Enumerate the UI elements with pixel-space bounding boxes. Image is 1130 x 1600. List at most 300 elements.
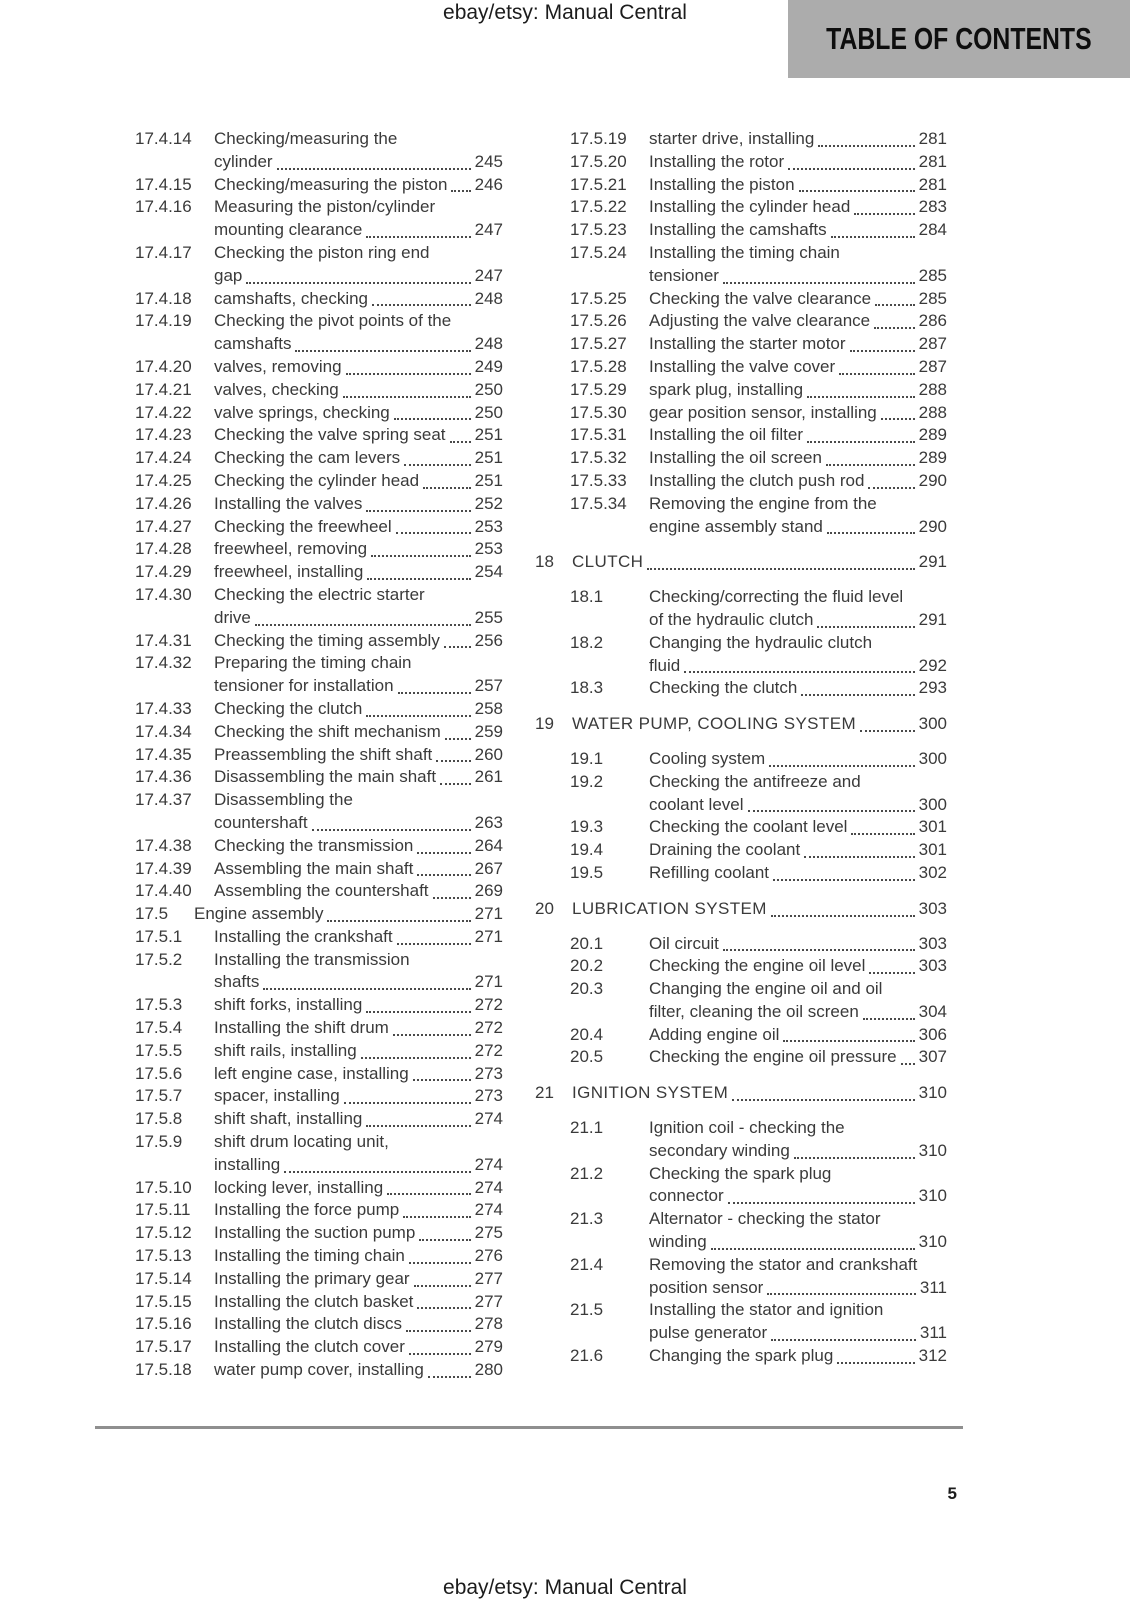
toc-entry <box>535 174 947 197</box>
entry-title-line: valves, checking <box>214 379 339 399</box>
entry-body <box>649 586 947 632</box>
entry-title-line: Checking the clutch <box>649 678 798 698</box>
entry-last-line <box>649 470 947 493</box>
entry-body <box>214 630 503 653</box>
dot-leader <box>366 1125 470 1127</box>
entry-number: 17.4.40 <box>135 881 192 901</box>
entry-title-line: Removing the stator and crankshaft <box>649 1254 918 1274</box>
entry-body <box>214 561 503 584</box>
entry-number: 17.5.34 <box>570 493 627 513</box>
toc-entry <box>535 677 947 700</box>
entry-last-line <box>214 1017 503 1040</box>
entry-body <box>214 516 503 539</box>
dot-leader <box>854 213 914 215</box>
entry-title-line: mounting clearance <box>214 220 363 240</box>
entry-last-line <box>214 402 503 425</box>
entry-title-line: Alternator - checking the stator <box>649 1209 881 1229</box>
entry-last-line <box>214 1336 503 1359</box>
entry-title-line: Installing the valves <box>214 493 363 513</box>
entry-page: 277 <box>474 1291 503 1311</box>
entry-last-line <box>649 677 947 700</box>
toc-entry <box>135 789 503 835</box>
entry-page: 263 <box>474 812 503 832</box>
dot-leader <box>409 1262 471 1264</box>
entry-page: 250 <box>474 379 503 399</box>
dot-leader <box>367 578 470 580</box>
entry-number: 17.5.27 <box>570 334 627 354</box>
entry-last-line <box>649 1140 947 1163</box>
entry-number: 17.5.25 <box>570 288 627 308</box>
toc-entry <box>135 493 503 516</box>
entry-last-line <box>214 1177 503 1200</box>
toc-entry <box>535 310 947 333</box>
dot-leader <box>397 943 471 945</box>
entry-title-line: locking lever, installing <box>214 1177 384 1197</box>
entry-page: 260 <box>474 744 503 764</box>
entry-title-line: left engine case, installing <box>214 1063 409 1083</box>
entry-page: 254 <box>474 562 503 582</box>
entry-page: 271 <box>474 926 503 946</box>
toc-entry <box>535 816 947 839</box>
dot-leader <box>428 1376 471 1378</box>
page-number: 5 <box>947 1484 957 1503</box>
dot-leader <box>327 920 470 922</box>
entry-title-line: Checking the freewheel <box>214 516 392 536</box>
entry-title-line: Installing the shift drum <box>214 1018 389 1038</box>
entry-last-line <box>572 898 947 921</box>
entry-body <box>214 766 503 789</box>
entry-title-line: Checking the piston ring end <box>214 242 430 262</box>
entry-title-line: Checking the spark plug <box>649 1163 832 1183</box>
entry-number: 21.3 <box>570 1209 604 1229</box>
entry-last-line <box>214 1245 503 1268</box>
dot-leader <box>799 190 915 192</box>
toc-entry <box>535 1082 947 1105</box>
entry-number: 17.5.32 <box>570 448 627 468</box>
toc-entry <box>535 1046 947 1069</box>
entry-number: 21.6 <box>570 1346 604 1366</box>
entry-body <box>649 839 947 862</box>
toc-entry <box>535 748 947 771</box>
entry-body <box>649 677 947 700</box>
entry-body <box>214 1245 503 1268</box>
entry-page: 281 <box>918 174 947 194</box>
dot-leader <box>771 915 915 917</box>
dot-leader <box>783 1040 914 1042</box>
dot-leader <box>394 418 471 420</box>
entry-last-line <box>214 1359 503 1382</box>
entry-number: 17.5.21 <box>570 174 627 194</box>
entry-title-line: filter, cleaning the oil screen <box>649 1001 859 1021</box>
entry-body <box>214 379 503 402</box>
dot-leader <box>807 396 915 398</box>
entry-number: 17.4.34 <box>135 721 192 741</box>
entry-title-line: Installing the clutch push rod <box>649 470 865 490</box>
entry-last-line <box>214 151 503 174</box>
entry-last-line <box>214 470 503 493</box>
entry-last-line <box>649 794 947 817</box>
entry-last-line <box>572 551 947 574</box>
toc-entry <box>135 424 503 447</box>
entry-title-line: Installing the clutch cover <box>214 1337 405 1357</box>
entry-number: 17.5.28 <box>570 356 627 376</box>
toc-entry <box>135 1177 503 1200</box>
dot-leader <box>419 1239 470 1241</box>
entry-body <box>214 310 503 356</box>
toc-entry <box>135 1040 503 1063</box>
entry-page: 311 <box>919 1323 947 1343</box>
entry-page: 283 <box>918 197 947 217</box>
entry-last-line <box>649 128 947 151</box>
entry-title-line: Preparing the timing chain <box>214 653 412 673</box>
toc-entry <box>135 402 503 425</box>
entry-last-line <box>214 880 503 903</box>
entry-title-line: Installing the crankshaft <box>214 926 393 946</box>
entry-title-line: Checking/correcting the fluid level <box>649 587 904 607</box>
entry-body <box>214 128 503 174</box>
entry-body <box>572 1082 947 1105</box>
dot-leader <box>807 441 915 443</box>
entry-number: 17.5.3 <box>135 995 183 1015</box>
toc-entry <box>535 151 947 174</box>
entry-body <box>649 1046 947 1069</box>
entry-body <box>214 926 503 949</box>
entry-title-line: Checking the clutch <box>214 698 363 718</box>
entry-body <box>649 632 947 678</box>
entry-last-line <box>649 310 947 333</box>
toc-entry <box>135 242 503 288</box>
entry-title-line: LUBRICATION SYSTEM <box>572 898 767 918</box>
entry-title-line: spark plug, installing <box>649 379 804 399</box>
entry-body <box>649 1345 947 1368</box>
entry-page: 311 <box>919 1277 947 1297</box>
entry-page: 291 <box>918 609 947 629</box>
entry-page: 253 <box>474 539 503 559</box>
toc-entry <box>535 933 947 956</box>
entry-body <box>214 174 503 197</box>
entry-page: 247 <box>474 220 503 240</box>
entry-page: 290 <box>918 470 947 490</box>
dot-leader <box>875 304 915 306</box>
entry-number: 17.4.33 <box>135 698 192 718</box>
entry-title-line: position sensor <box>649 1277 764 1297</box>
entry-title-line: water pump cover, installing <box>214 1360 424 1380</box>
toc-entry <box>535 1163 947 1209</box>
entry-title-line: Checking the engine oil pressure <box>649 1047 897 1067</box>
entry-last-line <box>214 333 503 356</box>
entry-title-line: Adjusting the valve clearance <box>649 311 871 331</box>
entry-page: 289 <box>918 448 947 468</box>
entry-body <box>214 858 503 881</box>
entry-body <box>214 1085 503 1108</box>
entry-title-line: Checking the pivot points of the <box>214 311 452 331</box>
page-title: TABLE OF CONTENTS <box>826 21 1092 56</box>
toc-entry <box>135 1245 503 1268</box>
entry-body <box>572 551 947 574</box>
entry-number: 17.5.11 <box>135 1200 191 1220</box>
entry-page: 249 <box>474 356 503 376</box>
entry-page: 247 <box>474 265 503 285</box>
entry-body <box>214 493 503 516</box>
entry-last-line <box>214 1222 503 1245</box>
entry-last-line <box>214 607 503 630</box>
toc-entry <box>135 1063 503 1086</box>
toc-entry <box>535 839 947 862</box>
entry-body <box>649 402 947 425</box>
dot-leader <box>409 1353 471 1355</box>
entry-page: 293 <box>918 678 947 698</box>
dot-leader <box>451 190 470 192</box>
entry-title-line: IGNITION SYSTEM <box>572 1083 729 1103</box>
entry-last-line <box>572 713 947 736</box>
dot-leader <box>423 487 471 489</box>
entry-page: 301 <box>918 817 947 837</box>
dot-leader <box>748 810 915 812</box>
entry-title-line: Cooling system <box>649 748 766 768</box>
entry-number: 17.5.4 <box>135 1018 183 1038</box>
entry-page: 286 <box>918 311 947 331</box>
entry-title-line: Checking/measuring the <box>214 129 398 148</box>
entry-number: 17.5.31 <box>570 425 627 445</box>
entry-page: 274 <box>474 1154 503 1174</box>
entry-last-line <box>214 516 503 539</box>
footer-divider <box>95 1426 963 1429</box>
dot-leader <box>361 1057 471 1059</box>
entry-number: 20.5 <box>570 1047 604 1067</box>
entry-last-line <box>649 356 947 379</box>
entry-page: 287 <box>918 356 947 376</box>
entry-last-line <box>649 816 947 839</box>
entry-number: 19.5 <box>570 862 604 882</box>
toc-entry <box>135 1199 503 1222</box>
toc-entry <box>135 652 503 698</box>
entry-title-line: Installing the clutch basket <box>214 1291 414 1311</box>
entry-number: 21.5 <box>570 1300 604 1320</box>
dot-leader <box>826 464 915 466</box>
entry-body <box>649 379 947 402</box>
entry-number: 20.3 <box>570 979 604 999</box>
entry-body <box>214 470 503 493</box>
entry-last-line <box>649 219 947 242</box>
toc-entry <box>535 447 947 470</box>
entry-last-line <box>214 538 503 561</box>
entry-number: 19 <box>535 714 554 734</box>
entry-title-line: Installing the oil screen <box>649 448 822 468</box>
entry-title-line: Checking the timing assembly <box>214 630 440 650</box>
entry-title-line: Adding engine oil <box>649 1024 780 1044</box>
toc-entry <box>135 516 503 539</box>
entry-body <box>214 1040 503 1063</box>
entry-title-line: shafts <box>214 972 260 992</box>
toc-entry <box>135 538 503 561</box>
entry-number: 17.4.25 <box>135 470 192 490</box>
entry-body <box>194 903 503 926</box>
entry-last-line <box>214 493 503 516</box>
toc-entry <box>135 1359 503 1382</box>
entry-last-line <box>214 219 503 242</box>
entry-last-line <box>649 196 947 219</box>
entry-page: 275 <box>474 1223 503 1243</box>
entry-number: 17.5.8 <box>135 1109 183 1129</box>
dot-leader <box>403 1216 470 1218</box>
entry-last-line <box>649 609 947 632</box>
entry-title-line: Engine assembly <box>194 904 324 924</box>
entry-last-line <box>649 748 947 771</box>
entry-last-line <box>214 630 503 653</box>
entry-body <box>649 748 947 771</box>
entry-last-line <box>214 288 503 311</box>
entry-page: 253 <box>474 516 503 536</box>
entry-page: 259 <box>474 721 503 741</box>
entry-last-line <box>214 1268 503 1291</box>
entry-body <box>649 288 947 311</box>
entry-body <box>649 1254 947 1300</box>
entry-body <box>214 698 503 721</box>
entry-body <box>214 949 503 995</box>
entry-title-line: Disassembling the <box>214 790 353 810</box>
toc-entry <box>135 903 503 926</box>
entry-page: 303 <box>918 898 947 918</box>
entry-number: 20.1 <box>570 933 604 953</box>
entry-page: 245 <box>474 151 503 171</box>
entry-last-line <box>214 1085 503 1108</box>
entry-title-line: Installing the stator and ignition <box>649 1300 884 1320</box>
entry-body <box>214 402 503 425</box>
dot-leader <box>723 949 915 951</box>
toc-entry <box>135 949 503 995</box>
footer-site-label: ebay/etsy: Manual Central <box>443 1576 687 1599</box>
dot-leader <box>767 1293 916 1295</box>
entry-body <box>214 1199 503 1222</box>
dot-leader <box>413 1079 471 1081</box>
entry-page: 248 <box>474 334 503 354</box>
entry-number: 21.1 <box>570 1118 604 1138</box>
entry-number: 18.1 <box>570 587 604 607</box>
entry-number: 17.4.14 <box>135 129 192 148</box>
entry-body <box>214 1313 503 1336</box>
toc-entry <box>535 493 947 539</box>
entry-body <box>214 1336 503 1359</box>
entry-number: 17.5.24 <box>570 242 627 262</box>
entry-number: 20 <box>535 898 554 918</box>
toc-entry <box>135 1268 503 1291</box>
toc-entry <box>135 766 503 789</box>
entry-last-line <box>214 356 503 379</box>
toc-entry <box>535 333 947 356</box>
toc-entry <box>535 898 947 921</box>
entry-body <box>214 538 503 561</box>
entry-page: 288 <box>918 402 947 422</box>
toc-entry <box>535 1254 947 1300</box>
entry-number: 17.5.15 <box>135 1291 192 1311</box>
toc-entry <box>135 1336 503 1359</box>
dot-leader <box>860 730 915 732</box>
entry-body <box>214 196 503 242</box>
toc-entry <box>535 551 947 574</box>
entry-title-line: shift shaft, installing <box>214 1109 363 1129</box>
entry-body <box>649 470 947 493</box>
toc-banner <box>788 0 1130 78</box>
entry-number: 17.4.22 <box>135 402 192 422</box>
entry-body <box>649 333 947 356</box>
toc-entry <box>135 288 503 311</box>
entry-page: 252 <box>474 493 503 513</box>
entry-last-line <box>214 744 503 767</box>
entry-body <box>649 1024 947 1047</box>
entry-last-line <box>649 839 947 862</box>
entry-page: 302 <box>918 862 947 882</box>
dot-leader <box>372 304 471 306</box>
entry-last-line <box>649 1322 947 1345</box>
entry-last-line <box>649 955 947 978</box>
entry-title-line: Installing the transmission <box>214 949 410 969</box>
dot-leader <box>801 694 914 696</box>
entry-page: 304 <box>918 1001 947 1021</box>
entry-page: 281 <box>918 151 947 171</box>
entry-number: 19.4 <box>570 840 604 860</box>
entry-last-line <box>572 1082 947 1105</box>
entry-title-line: gear position sensor, installing <box>649 402 877 422</box>
entry-title-line: Checking the valve clearance <box>649 288 872 308</box>
entry-title-line: of the hydraulic clutch <box>649 609 814 629</box>
entry-number: 17.4.36 <box>135 767 192 787</box>
toc-entry <box>135 835 503 858</box>
entry-last-line <box>649 516 947 539</box>
entry-number: 17.5.10 <box>135 1177 192 1197</box>
entry-title-line: WATER PUMP, COOLING SYSTEM <box>572 714 857 734</box>
toc-entry <box>135 447 503 470</box>
entry-page: 251 <box>474 470 503 490</box>
entry-last-line <box>194 903 503 926</box>
entry-title-line: fluid <box>649 655 681 675</box>
toc-entry <box>135 1291 503 1314</box>
entry-number: 17.5.5 <box>135 1040 183 1060</box>
entry-number: 17.4.31 <box>135 630 192 650</box>
entry-last-line <box>214 1199 503 1222</box>
dot-leader <box>255 624 471 626</box>
entry-page: 272 <box>474 1018 503 1038</box>
entry-title-line: Checking the engine oil level <box>649 956 866 976</box>
entry-title-line: gap <box>214 265 243 285</box>
entry-page: 310 <box>918 1186 947 1206</box>
entry-body <box>214 880 503 903</box>
entry-page: 310 <box>918 1083 947 1103</box>
entry-title-line: Checking the antifreeze and <box>649 771 861 791</box>
toc-entry <box>535 771 947 817</box>
entry-body <box>649 1117 947 1163</box>
dot-leader <box>684 671 914 673</box>
entry-title-line: Checking the cam levers <box>214 448 401 468</box>
entry-body <box>649 447 947 470</box>
entry-number: 19.2 <box>570 771 604 791</box>
entry-page: 251 <box>474 425 503 445</box>
entry-body <box>649 1208 947 1254</box>
entry-last-line <box>649 862 947 885</box>
entry-body <box>649 978 947 1024</box>
entry-number: 17.4.24 <box>135 448 192 468</box>
entry-title-line: Preassembling the shift shaft <box>214 744 433 764</box>
entry-last-line <box>649 1046 947 1069</box>
entry-body <box>572 713 947 736</box>
dot-leader <box>818 145 914 147</box>
dot-leader <box>277 168 471 170</box>
toc-entry <box>535 955 947 978</box>
toc-entry <box>535 242 947 288</box>
entry-title-line: Installing the timing chain <box>649 242 840 262</box>
entry-title-line: installing <box>214 1154 281 1174</box>
toc-entry <box>535 379 947 402</box>
dot-leader <box>406 1330 471 1332</box>
